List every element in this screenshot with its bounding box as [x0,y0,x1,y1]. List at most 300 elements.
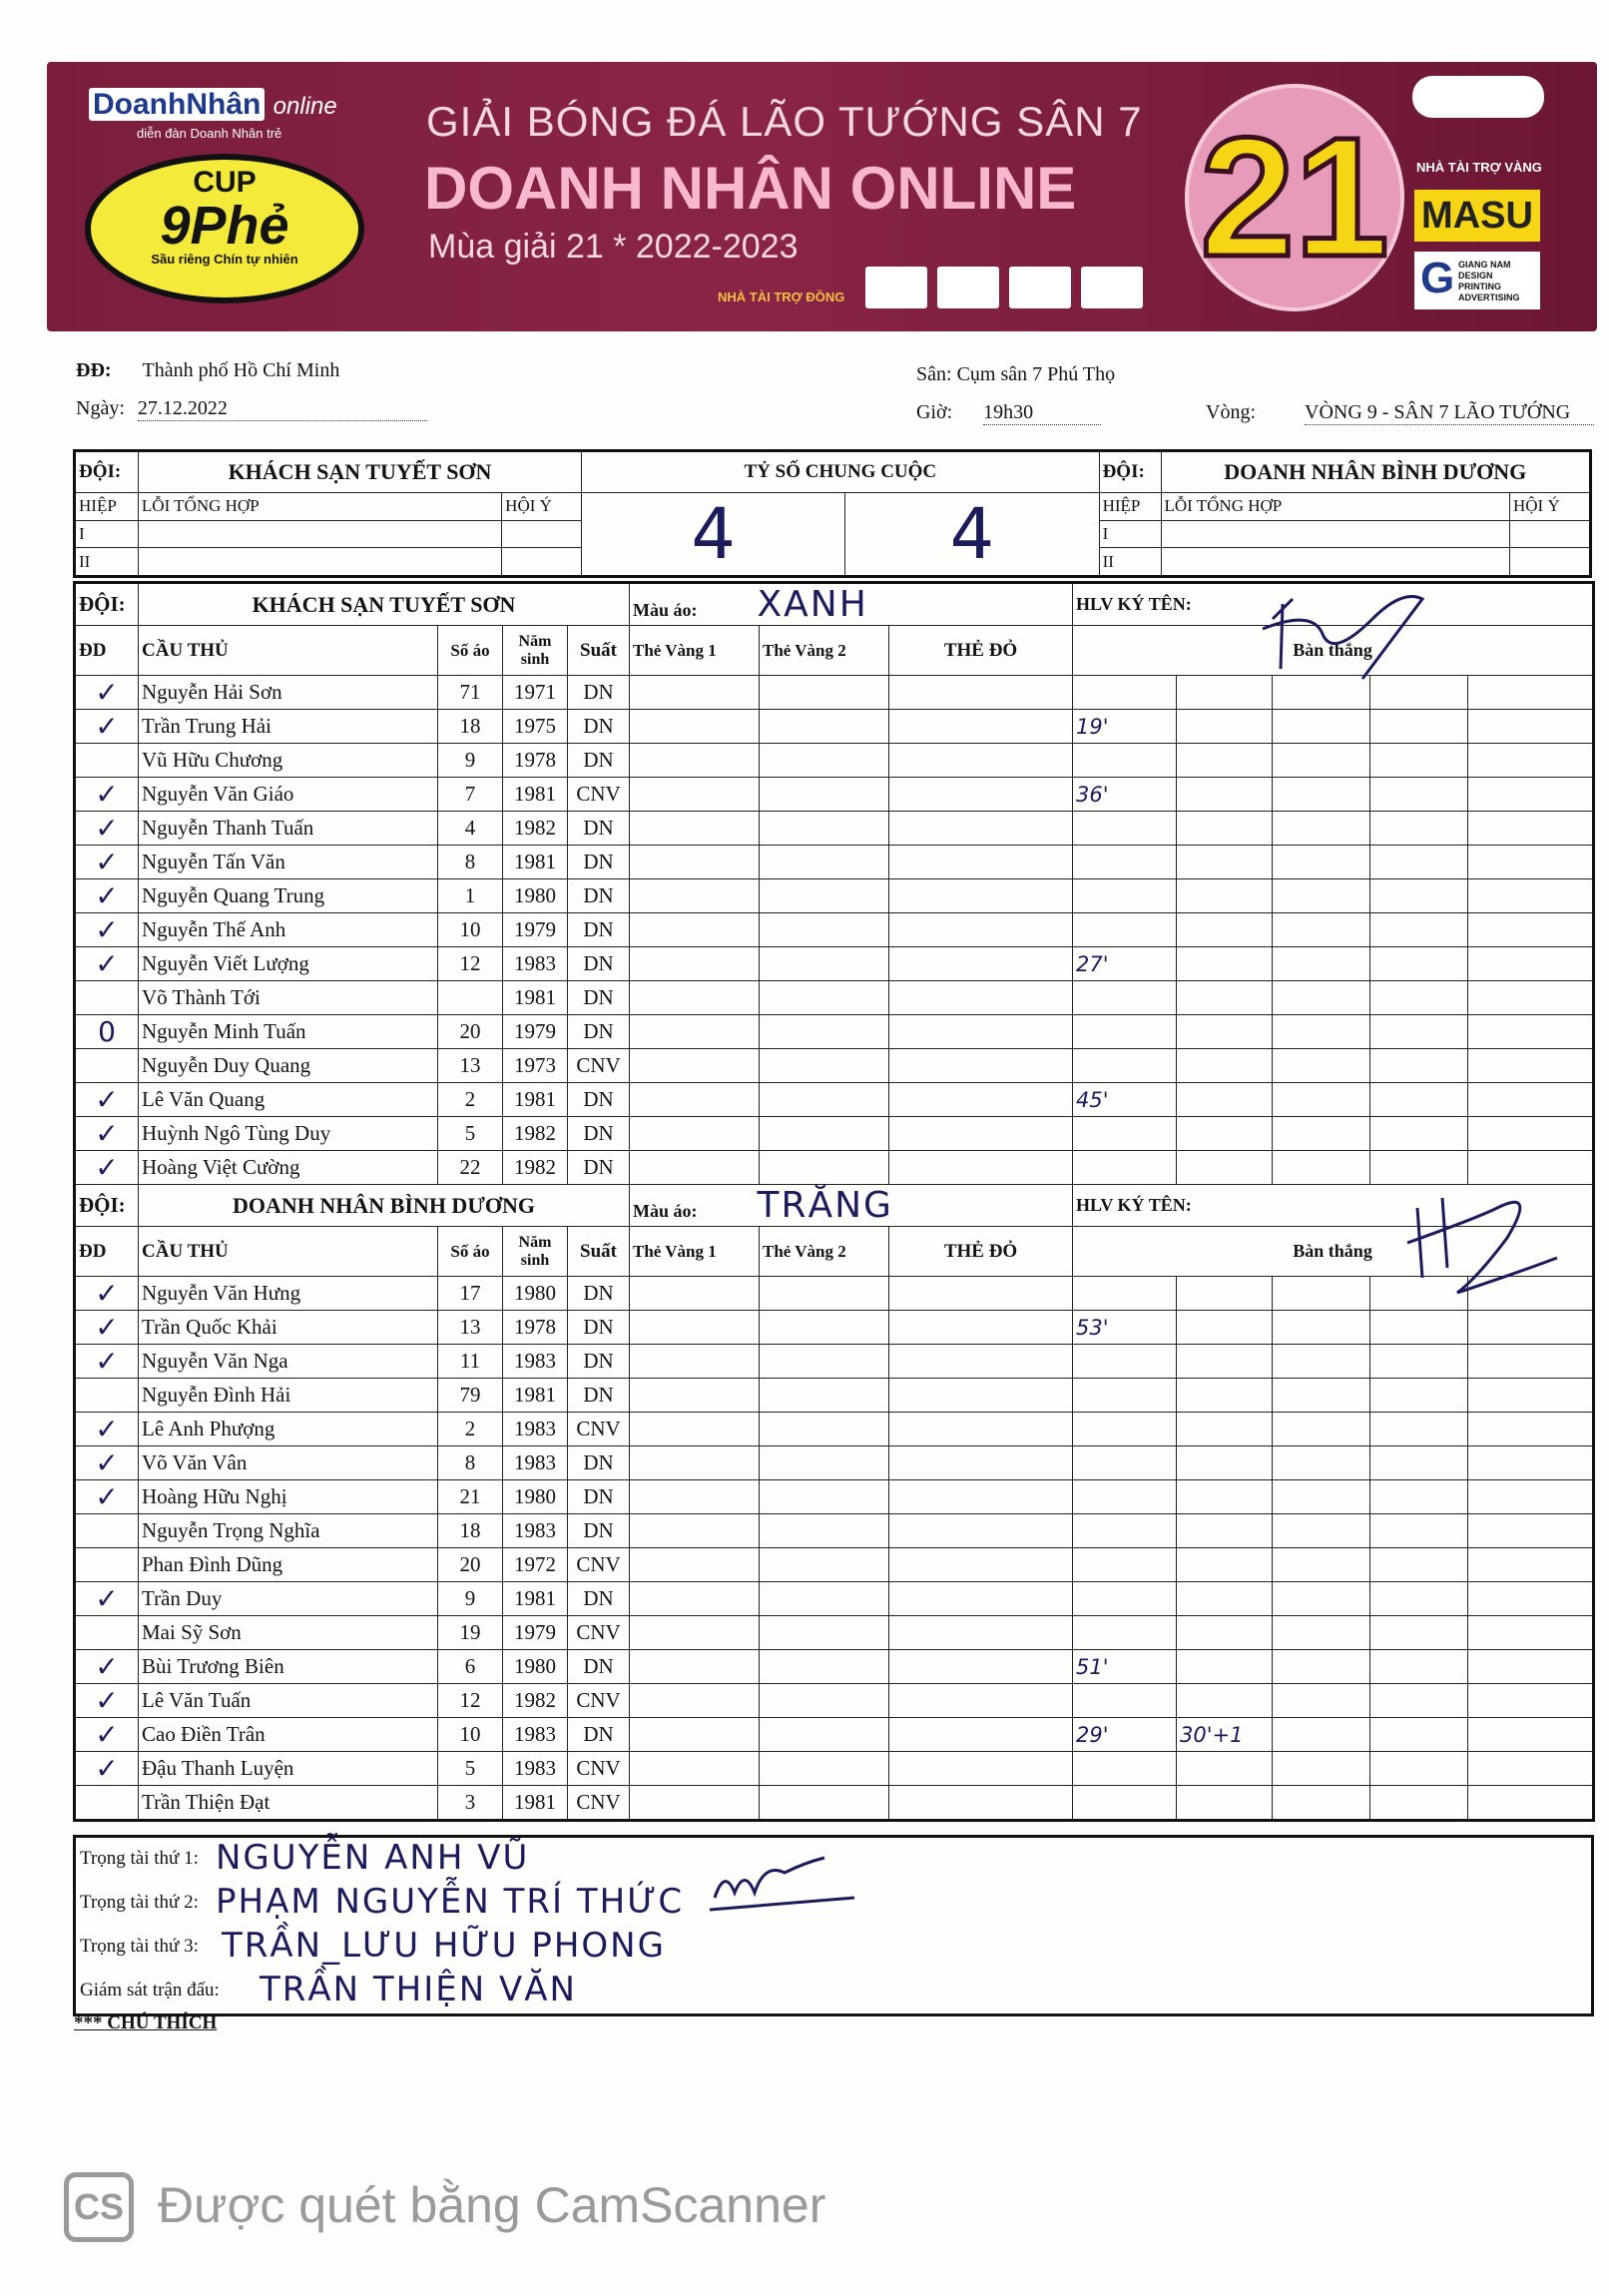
col-dd: ĐD [75,626,139,676]
yellow-card-2 [760,1684,889,1718]
player-slot: DN [568,676,630,710]
goal-minute [1273,1083,1370,1117]
shirt-number: 18 [438,710,503,744]
birth-year: 1983 [503,1446,568,1480]
shirt-number: 22 [438,1151,503,1185]
birth-year: 1979 [503,1015,568,1049]
goal-minute [1370,1684,1468,1718]
goal-minute [1073,1379,1177,1413]
team1-coach-signature [1253,579,1442,689]
yellow-card-1 [630,913,760,947]
player-name: Nguyễn Hải Sơn [139,676,438,710]
red-card [889,778,1073,812]
red-card [889,1548,1073,1582]
yellow-card-2 [760,1049,889,1083]
goal-minute: 19' [1073,710,1177,744]
goal-minute [1177,1684,1273,1718]
col-birth: Năm sinh [503,626,568,676]
attendance-mark: ✓ [75,778,139,812]
goal-minute [1177,981,1273,1015]
goal-minute [1073,879,1177,913]
yellow-card-2 [760,1616,889,1650]
shirt-number: 4 [438,812,503,846]
half1-left: I [75,520,139,548]
attendance-mark: ✓ [75,1650,139,1684]
player-name: Mai Sỹ Sơn [139,1616,438,1650]
shirt-number: 13 [438,1049,503,1083]
goal-minute [1273,1514,1370,1548]
goal-minute [1177,1446,1273,1480]
yellow-card-2 [760,879,889,913]
yellow-card-2 [760,1514,889,1548]
goal-minute [1273,778,1370,812]
ref2-label: Trọng tài thứ 2: [80,1892,199,1913]
red-card [889,1446,1073,1480]
goal-minute [1073,1786,1177,1821]
player-name: Võ Thành Tới [139,981,438,1015]
player-row [75,1015,1594,1049]
birth-year: 1981 [503,1786,568,1821]
shirt-number: 20 [438,1548,503,1582]
goal-minute [1073,744,1177,778]
goal-minute [1073,1548,1177,1582]
goal-minute [1073,1480,1177,1514]
goal-minute [1073,1015,1177,1049]
shirt-color-label: Màu áo: [633,600,698,620]
goal-minute [1073,1345,1177,1379]
shirt-color-value: TRẮNG [757,1185,893,1226]
goal-minute [1370,1752,1468,1786]
goal-minute: 30'+1 [1177,1718,1273,1752]
attendance-mark: ✓ [75,1083,139,1117]
birth-year: 1982 [503,1117,568,1151]
goal-minute [1370,1117,1468,1151]
date-label: Ngày: [76,397,125,419]
goal-minute [1468,1718,1594,1752]
logo-tagline: diễn đàn Doanh Nhân trẻ [137,126,282,141]
player-slot: DN [568,1311,630,1345]
goal-minute [1370,913,1468,947]
player-slot: DN [568,879,630,913]
player-slot: DN [568,913,630,947]
attendance-mark: ✓ [75,1582,139,1616]
yellow-card-1 [630,1277,760,1311]
goal-minute [1177,1413,1273,1446]
yellow-card-1 [630,846,760,879]
yellow-card-2 [760,1718,889,1752]
gold-sponsor-label: NHÀ TÀI TRỢ VÀNG [1416,160,1542,175]
fouls-label-right: LỖI TỔNG HỢP [1161,493,1509,521]
yellow-card-1 [630,1650,760,1684]
goal-minute [1370,1786,1468,1821]
goal-minute [1468,1480,1594,1514]
goal-minute [1370,1015,1468,1049]
goal-minute [1468,1548,1594,1582]
goal-minute [1468,1311,1594,1345]
player-row [75,812,1594,846]
goal-minute [1177,1277,1273,1311]
ref2-name: PHẠM NGUYỄN TRÍ THỨC [216,1882,685,1922]
goal-minute [1468,710,1594,744]
shirt-number: 2 [438,1083,503,1117]
goal-minute [1370,1446,1468,1480]
birth-year: 1981 [503,1379,568,1413]
red-card [889,1650,1073,1684]
summary-team2-name: DOANH NHÂN BÌNH DƯƠNG [1161,451,1591,493]
goal-minute [1273,846,1370,879]
summary-team2-label: ĐỘI: [1099,451,1161,493]
goal-minute: 45' [1073,1083,1177,1117]
goal-minute: 53' [1073,1311,1177,1345]
player-row [75,1413,1594,1446]
goal-minute [1468,676,1594,710]
birth-year: 1981 [503,778,568,812]
goal-minute [1370,1548,1468,1582]
yellow-card-1 [630,710,760,744]
goal-minute [1370,1514,1468,1548]
half-label-left: HIỆP [75,493,139,521]
goal-minute [1273,1616,1370,1650]
goal-minute [1177,1514,1273,1548]
yellow-card-1 [630,1117,760,1151]
attendance-mark: ✓ [75,812,139,846]
player-slot: DN [568,981,630,1015]
goal-minute [1468,947,1594,981]
shirt-number: 71 [438,676,503,710]
attendance-mark: ✓ [75,676,139,710]
banner-season: Mùa giải 21 * 2022-2023 [428,228,799,266]
col-player: CẦU THỦ [139,1227,438,1277]
red-card [889,1480,1073,1514]
player-name: Hoàng Việt Cường [139,1151,438,1185]
time-value: 19h30 [983,401,1101,425]
goal-minute [1177,913,1273,947]
player-row [75,744,1594,778]
shirt-number: 21 [438,1480,503,1514]
goal-minute [1073,1684,1177,1718]
col-number: Số áo [438,626,503,676]
birth-year: 1971 [503,676,568,710]
half1-right: I [1099,520,1161,548]
red-card [889,1684,1073,1718]
ref3-name: TRẦN_LƯU HỮU PHONG [222,1926,666,1966]
goal-minute [1073,812,1177,846]
shirt-number: 12 [438,1684,503,1718]
player-name: Nguyễn Đình Hải [139,1379,438,1413]
round-label: Vòng: [1206,401,1256,423]
team-name: DOANH NHÂN BÌNH DƯƠNG [139,1185,630,1227]
yellow-card-2 [760,846,889,879]
yellow-card-2 [760,710,889,744]
shirt-color-cell [630,583,1073,626]
venue-label: Sân: [916,363,952,385]
shirt-number: 10 [438,913,503,947]
player-row [75,710,1594,744]
goal-minute [1273,744,1370,778]
goal-minute [1177,1311,1273,1345]
team-label: ĐỘI: [75,1185,139,1227]
player-name: Nguyễn Thanh Tuấn [139,812,438,846]
player-name: Lê Văn Tuấn [139,1684,438,1718]
player-name: Võ Văn Vân [139,1446,438,1480]
goal-minute [1468,1786,1594,1821]
player-slot: DN [568,744,630,778]
player-name: Đậu Thanh Luyện [139,1752,438,1786]
birth-year: 1983 [503,1718,568,1752]
attendance-mark [75,1049,139,1083]
yellow-card-2 [760,1379,889,1413]
goal-minute [1273,812,1370,846]
col-yellow1: Thẻ Vàng 1 [630,626,760,676]
goal-minute [1273,1117,1370,1151]
birth-year: 1981 [503,1083,568,1117]
cup-name: 9Phẻ [160,196,289,256]
yellow-card-2 [760,1650,889,1684]
tournament-banner [47,62,1597,331]
goal-minute [1273,1049,1370,1083]
goal-minute [1273,1650,1370,1684]
score-team1 [582,493,845,577]
team2-coach-signature [1397,1178,1567,1308]
roster-table [73,581,1595,1822]
venue-row [916,363,1115,386]
birth-year: 1980 [503,1277,568,1311]
player-name: Trần Thiện Đạt [139,1786,438,1821]
birth-year: 1983 [503,1752,568,1786]
shirt-number: 2 [438,1413,503,1446]
player-row [75,1718,1594,1752]
goal-minute [1273,1752,1370,1786]
player-row [75,1277,1594,1311]
goal-minute [1177,1480,1273,1514]
goal-minute [1370,1379,1468,1413]
birth-year: 1975 [503,710,568,744]
shirt-color-label: Màu áo: [633,1201,698,1221]
goal-minute: 27' [1073,947,1177,981]
attendance-mark: ✓ [75,710,139,744]
shirt-number: 5 [438,1117,503,1151]
yellow-card-1 [630,1480,760,1514]
goal-minute [1468,1413,1594,1446]
player-slot: DN [568,1117,630,1151]
player-row [75,1151,1594,1185]
red-card [889,1582,1073,1616]
giangnam-logo [1414,252,1540,309]
birth-year: 1978 [503,1311,568,1345]
goal-minute [1370,1413,1468,1446]
half2-right: II [1099,548,1161,577]
red-card [889,744,1073,778]
red-card [889,1117,1073,1151]
goal-minute [1468,744,1594,778]
birth-year: 1982 [503,1151,568,1185]
birth-year: 1972 [503,1548,568,1582]
shirt-color-cell [630,1185,1073,1227]
yellow-card-2 [760,812,889,846]
half-label-right: HIỆP [1099,493,1161,521]
goal-minute [1273,1277,1370,1311]
col-yellow2: Thẻ Vàng 2 [760,1227,889,1277]
player-name: Nguyễn Quang Trung [139,879,438,913]
season-number: 21 [1200,103,1389,292]
team-name: KHÁCH SẠN TUYẾT SƠN [139,583,630,626]
red-card [889,1277,1073,1311]
yellow-card-1 [630,1413,760,1446]
attendance-mark [75,1786,139,1821]
goal-minute [1073,1616,1177,1650]
goal-minute [1177,778,1273,812]
goal-minute [1273,1786,1370,1821]
yellow-card-1 [630,744,760,778]
yellow-card-1 [630,1548,760,1582]
ref1-label: Trọng tài thứ 1: [80,1848,199,1869]
shirt-number: 8 [438,846,503,879]
birth-year: 1983 [503,1413,568,1446]
attendance-mark [75,744,139,778]
player-slot: DN [568,846,630,879]
yellow-card-2 [760,1480,889,1514]
location-value: Thành phố Hồ Chí Minh [142,359,340,381]
goal-minute [1177,710,1273,744]
attendance-mark: ✓ [75,1117,139,1151]
shirt-number: 18 [438,1514,503,1548]
attendance-mark [75,1514,139,1548]
shirt-number: 1 [438,879,503,913]
cup-9phe-logo [85,154,364,303]
time-row [916,401,1101,425]
goal-minute [1273,1446,1370,1480]
goal-minute [1370,846,1468,879]
player-name: Lê Anh Phượng [139,1413,438,1446]
player-name: Nguyễn Tấn Văn [139,846,438,879]
shirt-number: 5 [438,1752,503,1786]
player-slot: CNV [568,778,630,812]
goal-minute [1273,710,1370,744]
date-value: 27.12.2022 [138,397,427,421]
goal-minute [1177,1083,1273,1117]
attendance-mark: ✓ [75,879,139,913]
banner-title-line1: GIẢI BÓNG ĐÁ LÃO TƯỚNG SÂN 7 [426,98,1143,145]
attendance-mark: ✓ [75,846,139,879]
goal-minute [1177,1650,1273,1684]
player-name: Trần Trung Hải [139,710,438,744]
goal-minute [1273,1480,1370,1514]
goal-minute [1177,1786,1273,1821]
red-card [889,1752,1073,1786]
yellow-card-2 [760,1117,889,1151]
shirt-number: 19 [438,1616,503,1650]
goal-minute [1468,1616,1594,1650]
shirt-number: 11 [438,1345,503,1379]
player-row [75,1514,1594,1548]
birth-year: 1980 [503,1650,568,1684]
player-slot: DN [568,710,630,744]
goal-minute [1177,1752,1273,1786]
attendance-mark: ✓ [75,947,139,981]
player-name: Nguyễn Minh Tuấn [139,1015,438,1049]
player-row [75,1083,1594,1117]
camscanner-text: Được quét bằng CamScanner [158,2177,826,2233]
birth-year: 1981 [503,846,568,879]
summary-team1-name: KHÁCH SẠN TUYẾT SƠN [138,451,581,493]
goal-minute [1177,1379,1273,1413]
attendance-mark [75,981,139,1015]
goal-minute [1273,1582,1370,1616]
red-card [889,710,1073,744]
player-slot: DN [568,812,630,846]
goal-minute [1370,710,1468,744]
score-team1-value: 4 [691,493,736,575]
goal-minute [1468,1582,1594,1616]
red-card [889,846,1073,879]
season-21-badge [1185,84,1404,311]
red-card [889,1015,1073,1049]
player-row [75,1616,1594,1650]
yellow-card-1 [630,1582,760,1616]
shirt-number: 10 [438,1718,503,1752]
giangnam-g: G [1420,254,1455,302]
player-row [75,1548,1594,1582]
yellow-card-1 [630,879,760,913]
birth-year: 1980 [503,1480,568,1514]
player-row [75,1345,1594,1379]
birth-year: 1983 [503,947,568,981]
giangnam-text: GIANG NAM DESIGN PRINTING ADVERTISING [1458,260,1520,302]
round-row [1206,401,1594,425]
player-slot: DN [568,1446,630,1480]
birth-year: 1981 [503,981,568,1015]
goal-minute [1370,1582,1468,1616]
player-row [75,879,1594,913]
goal-minute [1370,947,1468,981]
player-slot: CNV [568,1684,630,1718]
goal-minute [1468,846,1594,879]
goal-minute [1370,1480,1468,1514]
goal-minute [1370,1083,1468,1117]
attendance-mark: ✓ [75,1311,139,1345]
red-card [889,812,1073,846]
red-card [889,676,1073,710]
score-summary-table [73,449,1592,578]
goal-minute [1073,1413,1177,1446]
player-row [75,1650,1594,1684]
player-name: Bùi Trương Biên [139,1650,438,1684]
goal-minute [1370,1345,1468,1379]
attendance-mark: ✓ [75,1684,139,1718]
col-red: THẺ ĐỎ [889,626,1073,676]
red-card [889,1379,1073,1413]
player-row [75,947,1594,981]
player-slot: DN [568,1718,630,1752]
yellow-card-2 [760,1083,889,1117]
birth-year: 1979 [503,1616,568,1650]
yellow-card-1 [630,1083,760,1117]
player-slot: DN [568,1345,630,1379]
birth-year: 1983 [503,1514,568,1548]
col-slot: Suất [568,626,630,676]
yellow-card-1 [630,1151,760,1185]
player-slot: CNV [568,1548,630,1582]
goal-minute [1273,879,1370,913]
goal-minute [1073,1446,1177,1480]
yellow-card-1 [630,778,760,812]
col-dd: ĐD [75,1227,139,1277]
goal-minute [1468,879,1594,913]
player-slot: CNV [568,1752,630,1786]
supervisor-label: Giám sát trận đấu: [80,1980,220,2001]
date-row [76,397,427,421]
referee-signature [705,1848,864,1918]
